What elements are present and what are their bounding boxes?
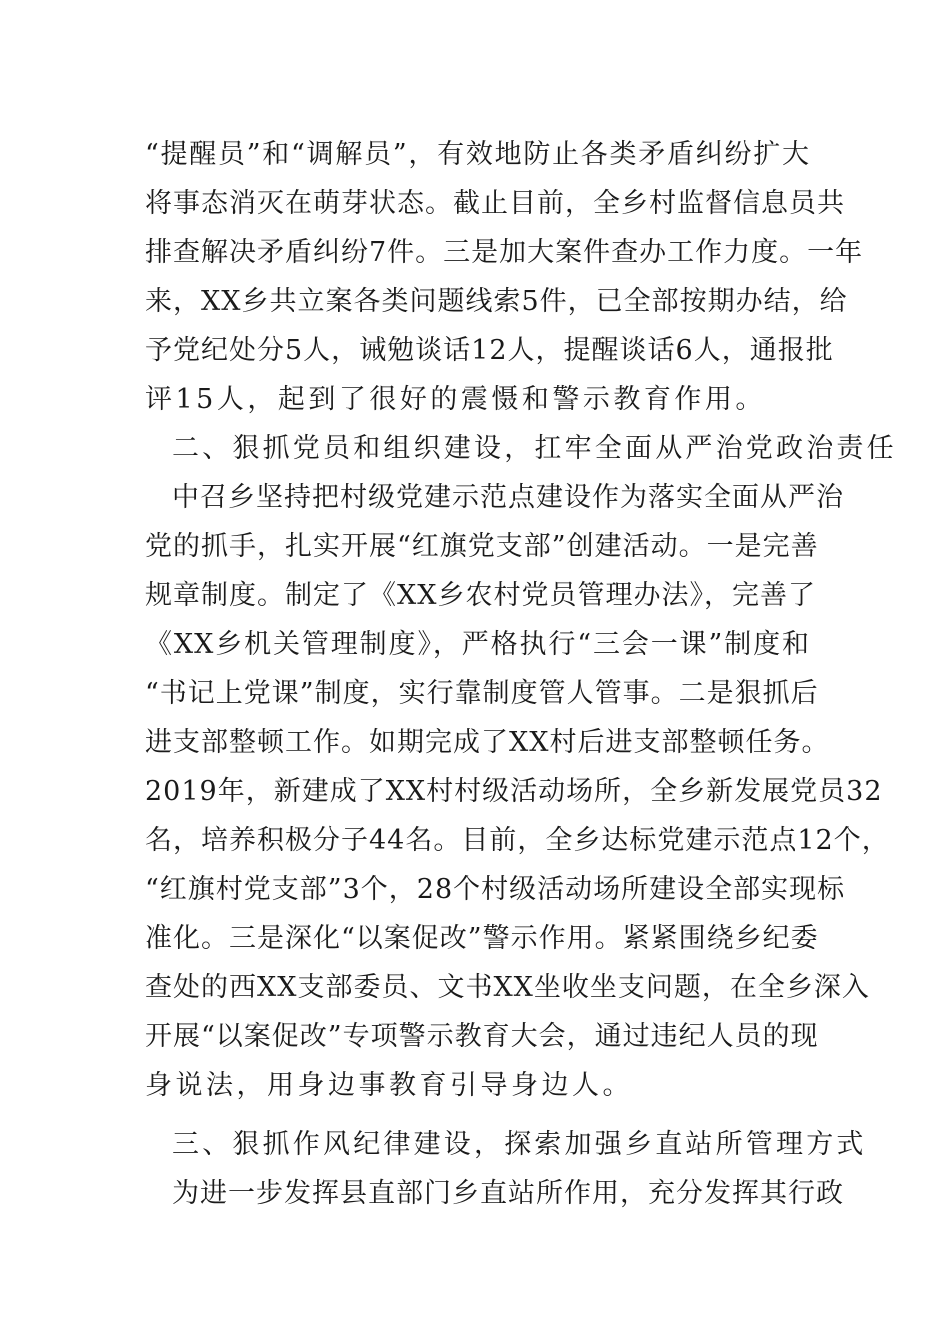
paragraph-line: 予党纪处分5人，诫勉谈话12人，提醒谈话6人，通报批 <box>145 335 834 366</box>
paragraph-line: “提醒员”和“调解员”，有效地防止各类矛盾纠纷扩大 <box>145 139 810 170</box>
paragraph-line: 《XX乡机关管理制度》，严格执行“三会一课”制度和 <box>145 629 810 660</box>
paragraph-line: 规章制度。制定了《XX乡农村党员管理办法》，完善了 <box>145 580 816 611</box>
section-heading: 三、狠抓作风纪律建设，探索加强乡直站所管理方式 <box>172 1129 867 1160</box>
paragraph-line: 开展“以案促改”专项警示教育大会，通过违纪人员的现 <box>145 1021 819 1052</box>
paragraph-line: “书记上党课”制度，实行靠制度管人管事。二是狠抓后 <box>145 678 819 709</box>
paragraph-line: 身说法，用身边事教育引导身边人。 <box>145 1070 633 1101</box>
paragraph-line: 评15人，起到了很好的震慑和警示教育作用。 <box>145 384 766 415</box>
paragraph-line: “红旗村党支部”3个，28个村级活动场所建设全部实现标 <box>145 874 846 905</box>
paragraph-line: 准化。三是深化“以案促改”警示作用。紧紧围绕乡纪委 <box>145 923 819 954</box>
paragraph-line: 党的抓手，扎实开展“红旗党支部”创建活动。一是完善 <box>145 531 819 562</box>
paragraph-line: 将事态消灭在萌芽状态。截止目前，全乡村监督信息员共 <box>145 188 845 219</box>
paragraph-line: 中召乡坚持把村级党建示范点建设作为落实全面从严治 <box>172 482 844 513</box>
paragraph-line: 排查解决矛盾纠纷7件。三是加大案件查办工作力度。一年 <box>145 237 864 268</box>
paragraph-line: 进支部整顿工作。如期完成了XX村后进支部整顿任务。 <box>145 727 830 758</box>
paragraph-line: 来，XX乡共立案各类问题线索5件，已全部按期办结，给 <box>145 286 848 317</box>
paragraph-line: 2019年，新建成了XX村村级活动场所，全乡新发展党员32 <box>145 776 883 807</box>
section-heading: 二、狠抓党员和组织建设，扛牢全面从严治党政治责任 <box>172 433 897 464</box>
paragraph-line: 名，培养积极分子44名。目前，全乡达标党建示范点12个， <box>145 825 890 856</box>
paragraph-line: 查处的西XX支部委员、文书XX坐收坐支问题，在全乡深入 <box>145 972 870 1003</box>
paragraph-line: 为进一步发挥县直部门乡直站所作用，充分发挥其行政 <box>172 1178 844 1209</box>
